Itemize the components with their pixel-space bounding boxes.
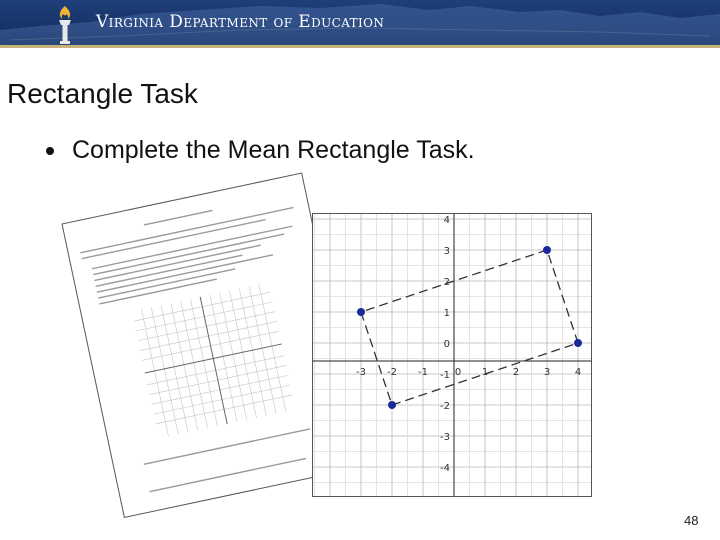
y-tick-label: 4 (443, 215, 450, 226)
bullet-dot-icon (46, 147, 54, 155)
x-tick-label: -2 (387, 367, 397, 378)
bullet-item (46, 136, 475, 165)
y-tick-label: 0 (443, 339, 450, 350)
x-tick-label: -1 (418, 367, 428, 378)
x-tick-label: 2 (512, 367, 520, 378)
graph-point (357, 308, 365, 316)
x-tick-label: -3 (356, 367, 366, 378)
x-tick-label: 3 (543, 367, 551, 378)
coordinate-graph (312, 213, 592, 497)
slide-title: Rectangle Task (7, 78, 198, 109)
graph-point (543, 246, 551, 254)
header-banner (0, 0, 720, 48)
x-tick-label: 0 (454, 367, 462, 378)
y-tick-label: -1 (440, 370, 450, 381)
agency-name: Virginia Department of Education (96, 12, 385, 32)
graph-point (388, 401, 396, 409)
bullet-text: Complete the Mean Rectangle Task. (72, 136, 475, 164)
banner-stripe (0, 45, 720, 48)
y-tick-label: -3 (440, 432, 450, 443)
y-tick-label: -2 (440, 401, 450, 412)
y-tick-label: 1 (443, 308, 450, 319)
page-number: 48 (684, 513, 699, 528)
graph-point (574, 339, 582, 347)
y-tick-label: -4 (440, 463, 450, 474)
y-tick-label: 3 (443, 246, 450, 257)
x-tick-label: 1 (481, 367, 489, 378)
torch-logo-icon (52, 4, 78, 46)
x-tick-label: 4 (574, 367, 582, 378)
y-tick-label: 2 (443, 277, 450, 288)
